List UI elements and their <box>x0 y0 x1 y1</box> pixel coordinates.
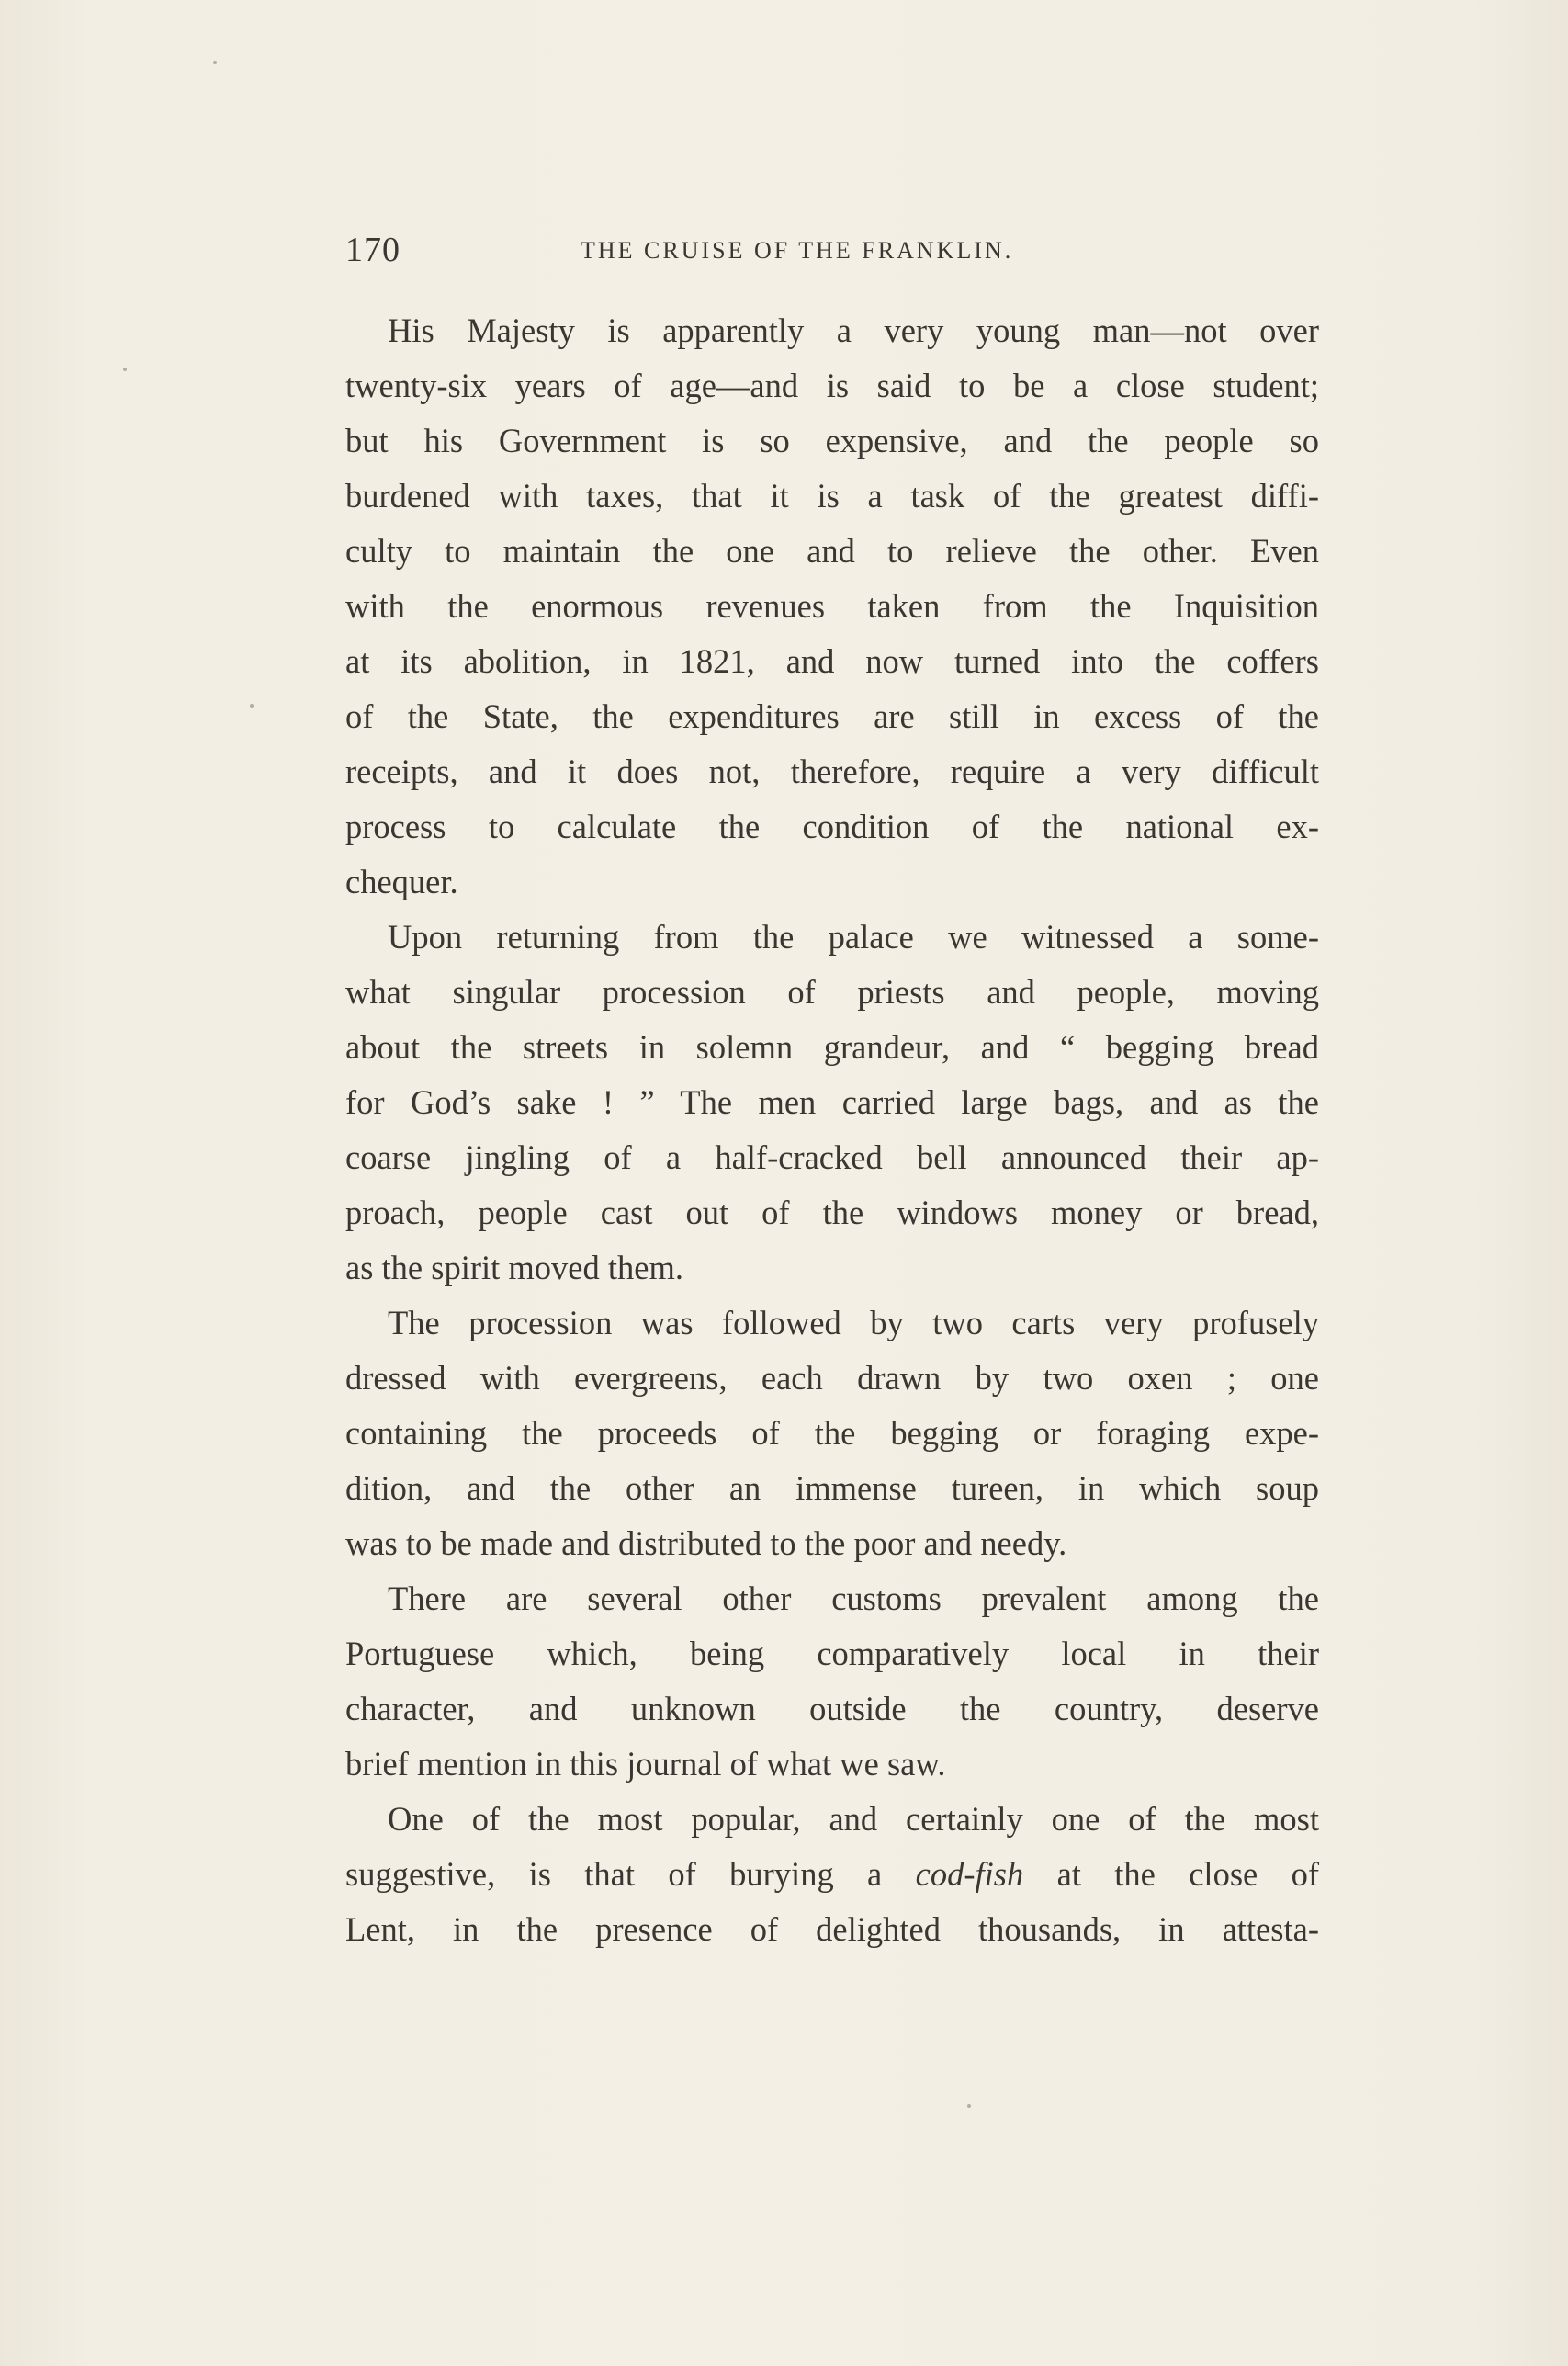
text-line: process to calculate the condition of the national ex- <box>345 808 1319 845</box>
text-line: as the spirit moved them. <box>345 1249 683 1286</box>
running-title: THE CRUISE OF THE FRANKLIN. <box>581 237 1014 264</box>
text-line: Portuguese which, being comparatively local in their <box>345 1635 1319 1672</box>
paper-speck <box>250 704 254 708</box>
text-line: There are several other customs prevalent among the <box>388 1579 1319 1617</box>
text-line: for God’s sake ! ” The men carried large bags, and as the <box>345 1083 1319 1121</box>
body-text <box>345 303 1319 1957</box>
paragraph <box>345 1571 1319 1792</box>
text-line: twenty-six years of age—and is said to be a close student; <box>345 367 1319 404</box>
page-number: 170 <box>345 231 400 269</box>
text-line: His Majesty is apparently a very young man—not over <box>388 311 1319 349</box>
text-line: brief mention in this journal of what we saw. <box>345 1745 946 1783</box>
italic-term: cod-fish <box>915 1855 1024 1893</box>
paper-speck <box>123 368 127 371</box>
paragraph <box>345 1792 1319 1957</box>
text-line: Upon returning from the palace we witnessed a some- <box>388 918 1319 956</box>
text-line: chequer. <box>345 863 458 900</box>
paragraph <box>345 303 1319 910</box>
text-line: of the State, the expenditures are still in excess of the <box>345 697 1319 735</box>
text-line: burdened with taxes, that it is a task of the greatest diffi- <box>345 477 1319 515</box>
paragraph <box>345 910 1319 1296</box>
paper-speck <box>213 61 217 64</box>
running-head <box>345 228 1301 274</box>
text-line: The procession was followed by two carts very profusely <box>388 1304 1319 1341</box>
text-line: dressed with evergreens, each drawn by two oxen ; one <box>345 1359 1319 1397</box>
text-line: about the streets in solemn grandeur, and “ begging bread <box>345 1028 1319 1066</box>
text-line: One of the most popular, and certainly one of the most <box>388 1800 1319 1838</box>
text-line: proach, people cast out of the windows money or bread, <box>345 1194 1319 1231</box>
text-line: what singular procession of priests and people, moving <box>345 973 1319 1011</box>
text-line: containing the proceeds of the begging or foraging expe- <box>345 1414 1319 1452</box>
text-line: receipts, and it does not, therefore, require a very difficult <box>345 753 1319 790</box>
text-line: with the enormous revenues taken from the Inquisition <box>345 587 1319 625</box>
text-line: dition, and the other an immense tureen, in which soup <box>345 1469 1319 1507</box>
text-line: suggestive, is that of burying a cod-fish at the close of <box>345 1855 1319 1893</box>
paper-speck <box>967 2104 971 2108</box>
text-line: at its abolition, in 1821, and now turned into the coffers <box>345 642 1319 680</box>
text-line: character, and unknown outside the country, deserve <box>345 1690 1319 1727</box>
text-line: but his Government is so expensive, and the people so <box>345 422 1319 459</box>
text-line: was to be made and distributed to the poor and needy. <box>345 1524 1067 1562</box>
text-line: coarse jingling of a half-cracked bell announced their ap- <box>345 1138 1319 1176</box>
text-line: Lent, in the presence of delighted thousands, in attesta- <box>345 1910 1319 1948</box>
paragraph <box>345 1296 1319 1571</box>
text-line: culty to maintain the one and to relieve the other. Even <box>345 532 1319 570</box>
